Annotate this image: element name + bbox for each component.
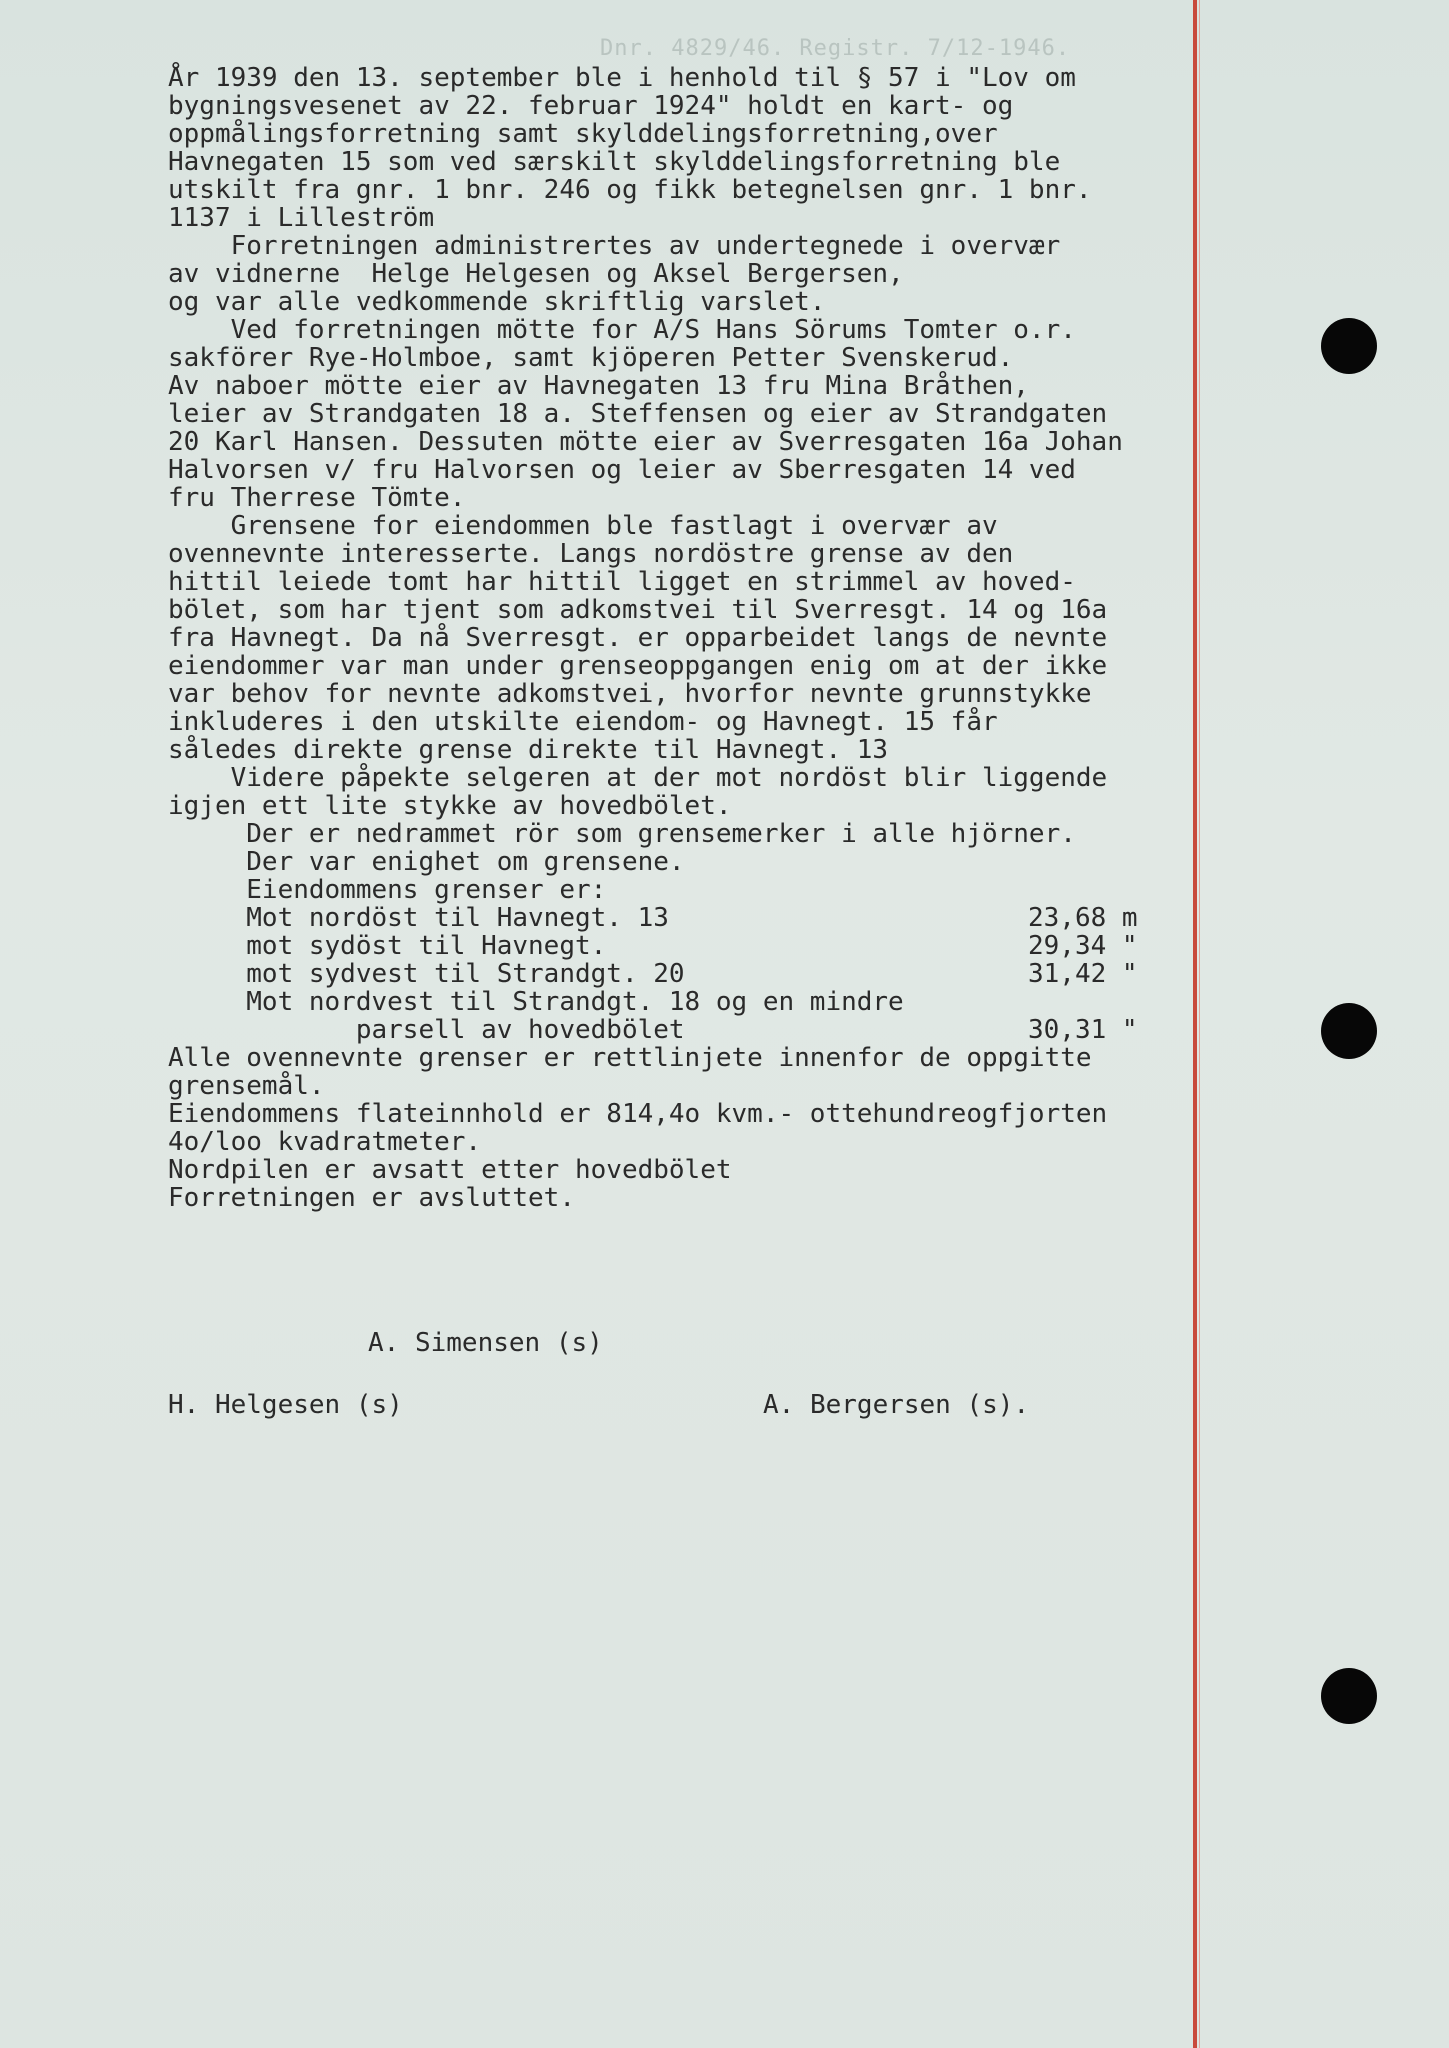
text-line: bygningsvesenet av 22. februar 1924" holdt en kart- og (168, 91, 1014, 121)
boundary-value: 30,31 " (1028, 1015, 1138, 1045)
boundary-value: 23,68 m (1028, 903, 1138, 933)
text-line: oppmålingsforretning samt skylddelingsforretning,over (168, 119, 998, 149)
boundary-label: Mot nordvest til Strandgt. 18 og en mindre (168, 987, 904, 1017)
text-line: leier av Strandgaten 18 a. Steffensen og eier av Strandgaten (168, 399, 1108, 429)
text-line: År 1939 den 13. september ble i henhold til § 57 i "Lov om (168, 63, 1076, 93)
text-line: fra Havnegt. Da nå Sverresgt. er opparbeidet langs de nevnte (168, 623, 1108, 653)
text-line: Der var enighet om grensene. (168, 847, 685, 877)
punch-hole-top (1321, 318, 1377, 374)
boundary-row (168, 1016, 1218, 1044)
text-line: bölet, som har tjent som adkomstvei til Sverresgt. 14 og 16a (168, 595, 1108, 625)
signature-helgesen: H. Helgesen (s) (168, 1390, 403, 1420)
text-line: fru Therrese Tömte. (168, 483, 466, 513)
text-line: var behov for nevnte adkomstvei, hvorfor nevnte grunnstykke (168, 679, 1092, 709)
faint-header-annotation: Dnr. 4829/46. Registr. 7/12-1946. (600, 36, 1071, 61)
text-line: Halvorsen v/ fru Halvorsen og leier av Sberresgaten 14 ved (168, 455, 1076, 485)
text-line: sakförer Rye-Holmboe, samt kjöperen Petter Svenskerud. (168, 343, 1014, 373)
text-line: Nordpilen er avsatt etter hovedbölet (168, 1155, 732, 1185)
text-line: og var alle vedkommende skriftlig varslet. (168, 287, 826, 317)
boundary-row (168, 904, 1218, 932)
text-line: utskilt fra gnr. 1 bnr. 246 og fikk betegnelsen gnr. 1 bnr. (168, 175, 1092, 205)
boundary-label: Mot nordöst til Havnegt. 13 (168, 903, 669, 933)
boundary-row (168, 932, 1218, 960)
text-line: således direkte grense direkte til Havnegt. 13 (168, 735, 889, 765)
text-line: ovennevnte interesserte. Langs nordöstre grense av den (168, 539, 1014, 569)
text-line: Forretningen er avsluttet. (168, 1183, 575, 1213)
boundary-row (168, 960, 1218, 988)
text-line: Der er nedrammet rör som grensemerker i alle hjörner. (168, 819, 1076, 849)
boundary-label: mot sydvest til Strandgt. 20 (168, 959, 685, 989)
text-line: igjen ett lite stykke av hovedbölet. (168, 791, 732, 821)
text-line: Av naboer mötte eier av Havnegaten 13 fru Mina Bråthen, (168, 371, 1029, 401)
punch-hole-middle (1321, 1003, 1377, 1059)
text-line: 20 Karl Hansen. Dessuten mötte eier av Sverresgaten 16a Johan (168, 427, 1123, 457)
boundary-value: 29,34 " (1028, 931, 1138, 961)
text-line: av vidnerne Helge Helgesen og Aksel Bergersen, (168, 259, 904, 289)
signature-simensen: A. Simensen (s) (368, 1328, 603, 1358)
text-line: Havnegaten 15 som ved særskilt skylddelingsforretning ble (168, 147, 1061, 177)
text-line: inkluderes i den utskilte eiendom- og Havnegt. 15 får (168, 707, 998, 737)
text-line: eiendommer var man under grenseoppgangen enig om at der ikke (168, 651, 1108, 681)
text-line: Eiendommens grenser er: (168, 875, 607, 905)
text-line: grensemål. (168, 1071, 325, 1101)
text-line: Videre påpekte selgeren at der mot nordöst blir liggende (168, 763, 1108, 793)
boundary-row (168, 988, 1218, 1016)
text-line: Forretningen administrertes av undertegnede i overvær (168, 231, 1061, 261)
boundary-value: 31,42 " (1028, 959, 1138, 989)
text-line: Eiendommens flateinnhold er 814,4o kvm.- ottehundreogfjorten (168, 1099, 1108, 1129)
signature-bergersen: A. Bergersen (s). (763, 1390, 1030, 1420)
punch-hole-bottom (1321, 1668, 1377, 1724)
boundary-label: parsell av hovedbölet (168, 1015, 685, 1045)
boundary-label: mot sydöst til Havnegt. (168, 931, 607, 961)
text-line: 1137 i Lilleström (168, 203, 435, 233)
text-line: hittil leiede tomt har hittil ligget en strimmel av hoved- (168, 567, 1076, 597)
text-line: 4o/loo kvadratmeter. (168, 1127, 482, 1157)
text-line: Ved forretningen mötte for A/S Hans Sörums Tomter o.r. (168, 315, 1076, 345)
document-body (168, 64, 1218, 1212)
text-line: Alle ovennevnte grenser er rettlinjete innenfor de oppgitte (168, 1043, 1092, 1073)
text-line: Grensene for eiendommen ble fastlagt i overvær av (168, 511, 998, 541)
